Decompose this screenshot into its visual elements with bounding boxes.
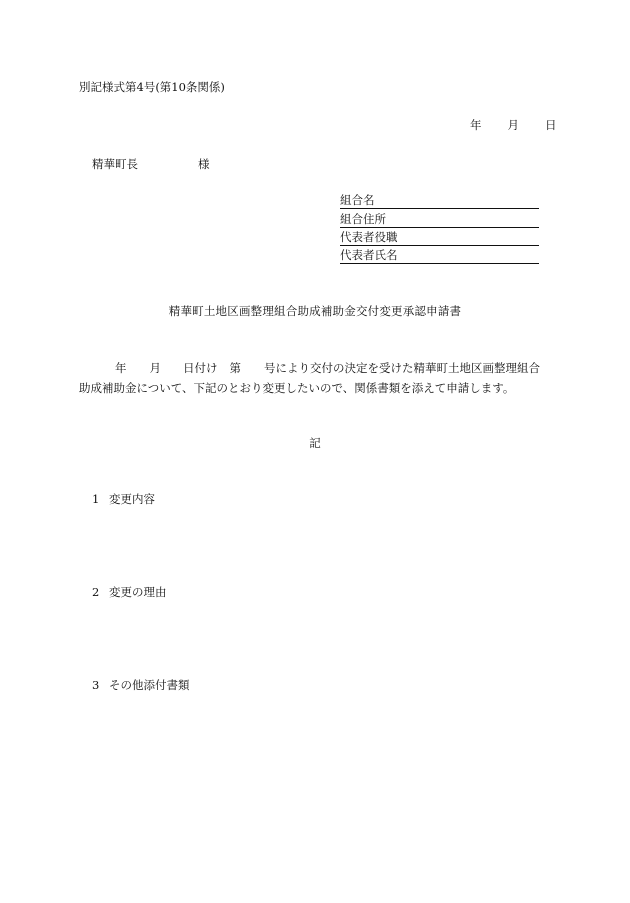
item-label: 変更内容 [109, 492, 155, 506]
date-day: 日 [545, 118, 557, 132]
ki-heading: 記 [309, 436, 321, 450]
date-year: 年 [470, 118, 482, 132]
body-year: 年 [115, 361, 127, 375]
body-line1-rest: 号により交付の決定を受けた精華町土地区画整理組合 [264, 361, 540, 375]
item-change-content [92, 491, 155, 507]
item-label: 変更の理由 [109, 585, 167, 599]
addressee [92, 156, 210, 172]
item-label: その他添付書類 [109, 678, 190, 692]
item-change-reason [92, 584, 167, 600]
item-number: 2 [92, 585, 100, 599]
org-address-field: 組合住所 [340, 211, 539, 228]
representative-name-field: 代表者氏名 [340, 247, 539, 264]
body-text-line-1 [115, 360, 540, 376]
document-title: 精華町土地区画整理組合助成補助金交付変更承認申請書 [168, 304, 462, 318]
org-name-field: 組合名 [340, 192, 539, 209]
addressee-name: 精華町長 [92, 157, 138, 171]
body-text-line-2: 助成補助金について、下記のとおり変更したいので、関係書類を添えて申請します。 [79, 381, 515, 395]
date-month: 月 [507, 118, 519, 132]
body-dated: 日付け [183, 361, 218, 375]
item-number: 3 [92, 678, 100, 692]
item-number: 1 [92, 492, 100, 506]
form-number: 別記様式第4号(第10条関係) [79, 80, 225, 94]
representative-title-field: 代表者役職 [340, 229, 539, 246]
body-month: 月 [149, 361, 161, 375]
item-other-attachments [92, 677, 190, 693]
addressee-honorific: 様 [198, 157, 210, 171]
date-line [470, 117, 557, 133]
body-dai: 第 [229, 361, 241, 375]
